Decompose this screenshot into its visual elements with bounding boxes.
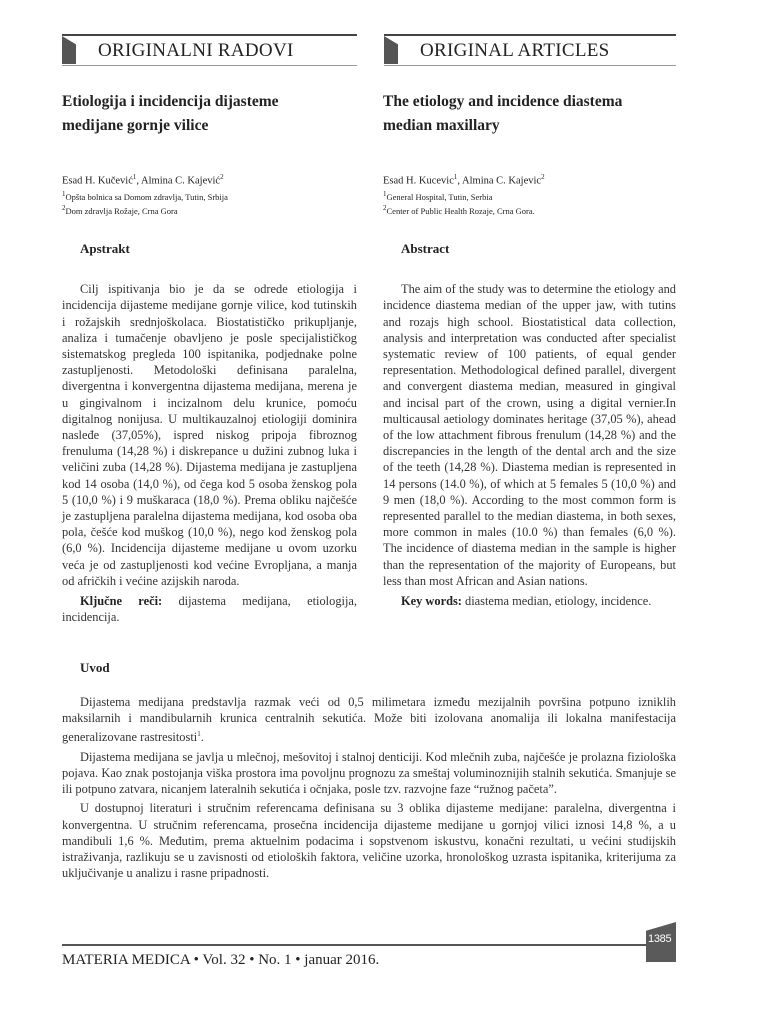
affil-text: General Hospital, Tutin, Serbia xyxy=(386,191,493,202)
affil-text: Opšta bolnica sa Domom zdravlja, Tutin, Srbija xyxy=(65,191,228,202)
introduction-section xyxy=(62,660,676,884)
paragraph-text: . xyxy=(200,730,204,745)
footer-rule xyxy=(62,944,646,946)
abstract-text-en: The aim of the study was to determine the etiology and incidence diastema median of the upper jaw, with tutins and rozajs high school. Biostatistical data collection, analysis and interpretation was conducted after specialist systematic review of 100 patients, of equal gender representation. Methodological defined parallel, divergent and convergent diastema median, measured in gingival and incisal part of the crown, using a digital vernier.In multicausal aetiology dominates heritage (37,05 %), ahead of the low attachment fibrous frenulum (14,28 %) and the discrepancies in the length of the dental arch and the size of the teeth (14,28 %). Diastema median is represented in 14 persons (14.0 %), of which at 5 females 5 (10,0 %) and 9 men (18,0 %). According to the most common form is represented parallel to the median diastema, in both sexes, more common in males (10.0 %) than females (6,0 %). The incidence of diastema median in the sample is higher than the representation of the majority of Europeans, but less than most African and Asian nations. xyxy=(383,282,676,588)
abstract-text-sr: Cilj ispitivanja bio je da se odrede etiologija i incidencija dijasteme medijane gornje vilice, kod tutinskih i rožajskih srednjoškolaca. Biostatističko prikupljanje, analiza i tumačenje obavljeno je posle specijalističkog sistematskog pregleda 100 ispitanika, podjednake polne zastupljenosti. Metodološki definisana paralelna, divergentna i konvergentna dijastema medijana, merena je u gingivalnom i incizalnom delu krunice, pomoću digitalnog nonijusa. U multikauzalnoj etiologiji dominira nasleđe (37,05%), ispred niskog pripoja fibroznog frenuluma (14,28 %) i diskrepance u dužini zubnog luka i veličini zuba (14,28 %). Dijastema medijana je zastupljena kod 14 osoba (14,0 %), od čega kod 5 osoba ženskog pola 5 (10,0 %) i 9 muškaraca (18,0 %). Prema obliku najčešće je zastupljena paralelna dijastema medijana, kod osoba oba pola, češće kod muškog (10,0 %), nego kod ženskog pola (6,0 %). Incidencija dijasteme medijane u ovom uzorku veća je od zastupljenosti kod većine Evropljana, a manja od afričkih i većine azijskih naroda. xyxy=(62,282,357,588)
affiliation-1-en xyxy=(383,188,676,203)
abstract-heading-en: Abstract xyxy=(401,241,450,257)
author-name: Esad H. Kucevic xyxy=(383,175,454,187)
authors-sr xyxy=(62,171,357,188)
affiliation-1-sr xyxy=(62,188,357,203)
section-title-left: ORIGINALNI RADOVI xyxy=(98,40,294,61)
section-title-right: ORIGINAL ARTICLES xyxy=(420,40,610,61)
title-line: median maxillary xyxy=(383,117,500,134)
keywords-text: diastema median, etiology, incidence. xyxy=(461,594,652,609)
journal-footer: MATERIA MEDICA • Vol. 32 • No. 1 • januar 2016. xyxy=(62,952,380,968)
section-header-right xyxy=(384,34,676,66)
serbian-column xyxy=(62,90,357,625)
affil-ref: 1 xyxy=(62,189,66,198)
authors-en xyxy=(383,171,676,188)
english-column xyxy=(383,90,676,609)
affiliation-2-en xyxy=(383,202,676,217)
title-line: Etiologija i incidencija dijasteme xyxy=(62,93,279,110)
page-number: 1385 xyxy=(648,933,672,945)
keywords-text: dijastema medijana, etiologija, incidencija. xyxy=(62,594,357,625)
keywords-sr xyxy=(62,593,357,625)
section-header-left xyxy=(62,34,357,66)
intro-paragraph-2: Dijastema medijana se javlja u mlečnoj, mešovitoj i stalnoj denticiji. Kod mlečnih zuba, najčešće je prolazna fiziološka pojava. Kao znak postojanja viška prostora ima povoljnu prognozu za smeštaj voluminoznijih stalnih sekutića. Smanjuje se ili potpuno zatvara, nicanjem lateralnih sekutića i očnjaka, posle tzv. razvojne faze “ružnog pačeta”. xyxy=(62,749,676,797)
section-tab-marker xyxy=(62,36,76,64)
author-name: , Almina C. Kajević xyxy=(136,175,221,187)
introduction-heading: Uvod xyxy=(80,660,110,675)
author-name: Esad H. Kučević xyxy=(62,175,133,187)
intro-paragraph-3: U dostupnoj literaturi i stručnim referencama definisana su 3 oblika dijasteme medijane: paralelna, divergentna i konvergentna. U stručnim referencama, prosečna incidencija dijasteme medijane u gornjoj vilici iznosi 14,8 %, a u mandibuli 1,6 %. Međutim, prema aktuelnim podacima i sopstvenom iskustvu, konačni rezultati, u većini studijskih istraživanja, razlikuju se u zavisnosti od etioloških faktora, veličine uzorka, hronološkog uzrasta ispitanika, kriterijuma za uključivanje u analizu i rasne pripadnosti. xyxy=(62,801,676,881)
section-tab-marker xyxy=(384,36,398,64)
affiliation-2-sr xyxy=(62,202,357,217)
author-name: , Almina C. Kajevic xyxy=(457,175,542,187)
affil-ref: 2 xyxy=(62,204,66,213)
intro-paragraph-1 xyxy=(62,694,676,746)
title-line: medijane gornje vilice xyxy=(62,117,209,134)
article-title-en xyxy=(383,90,676,138)
keywords-label: Ključne reči: xyxy=(80,594,163,609)
author-affil-ref: 1 xyxy=(132,173,137,181)
affil-text: Center of Public Health Rozaje, Crna Gora. xyxy=(386,206,535,217)
abstract-heading-sr: Apstrakt xyxy=(80,241,130,257)
author-affil-ref: 2 xyxy=(541,173,545,181)
paragraph-text: Dijastema medijana predstavlja razmak veći od 0,5 milimetara između mezijalnih površina potpuno izniklih maksilarnih i mandibularnih krunica centralnih sekutića. Može biti izolovana anomalija ili lokalna manifestacija generalizovane rastresitosti xyxy=(62,695,676,745)
title-line: The etiology and incidence diastema xyxy=(383,93,623,110)
author-affil-ref: 1 xyxy=(453,173,458,181)
affil-ref: 1 xyxy=(383,189,387,198)
keywords-label: Key words: xyxy=(401,594,462,609)
affil-ref: 2 xyxy=(383,204,387,213)
affil-text: Dom zdravlja Rožaje, Crna Gora xyxy=(65,206,178,217)
keywords-en xyxy=(383,593,676,609)
citation-ref: 1 xyxy=(197,730,201,739)
article-title-sr xyxy=(62,90,357,138)
author-affil-ref: 2 xyxy=(220,173,224,181)
